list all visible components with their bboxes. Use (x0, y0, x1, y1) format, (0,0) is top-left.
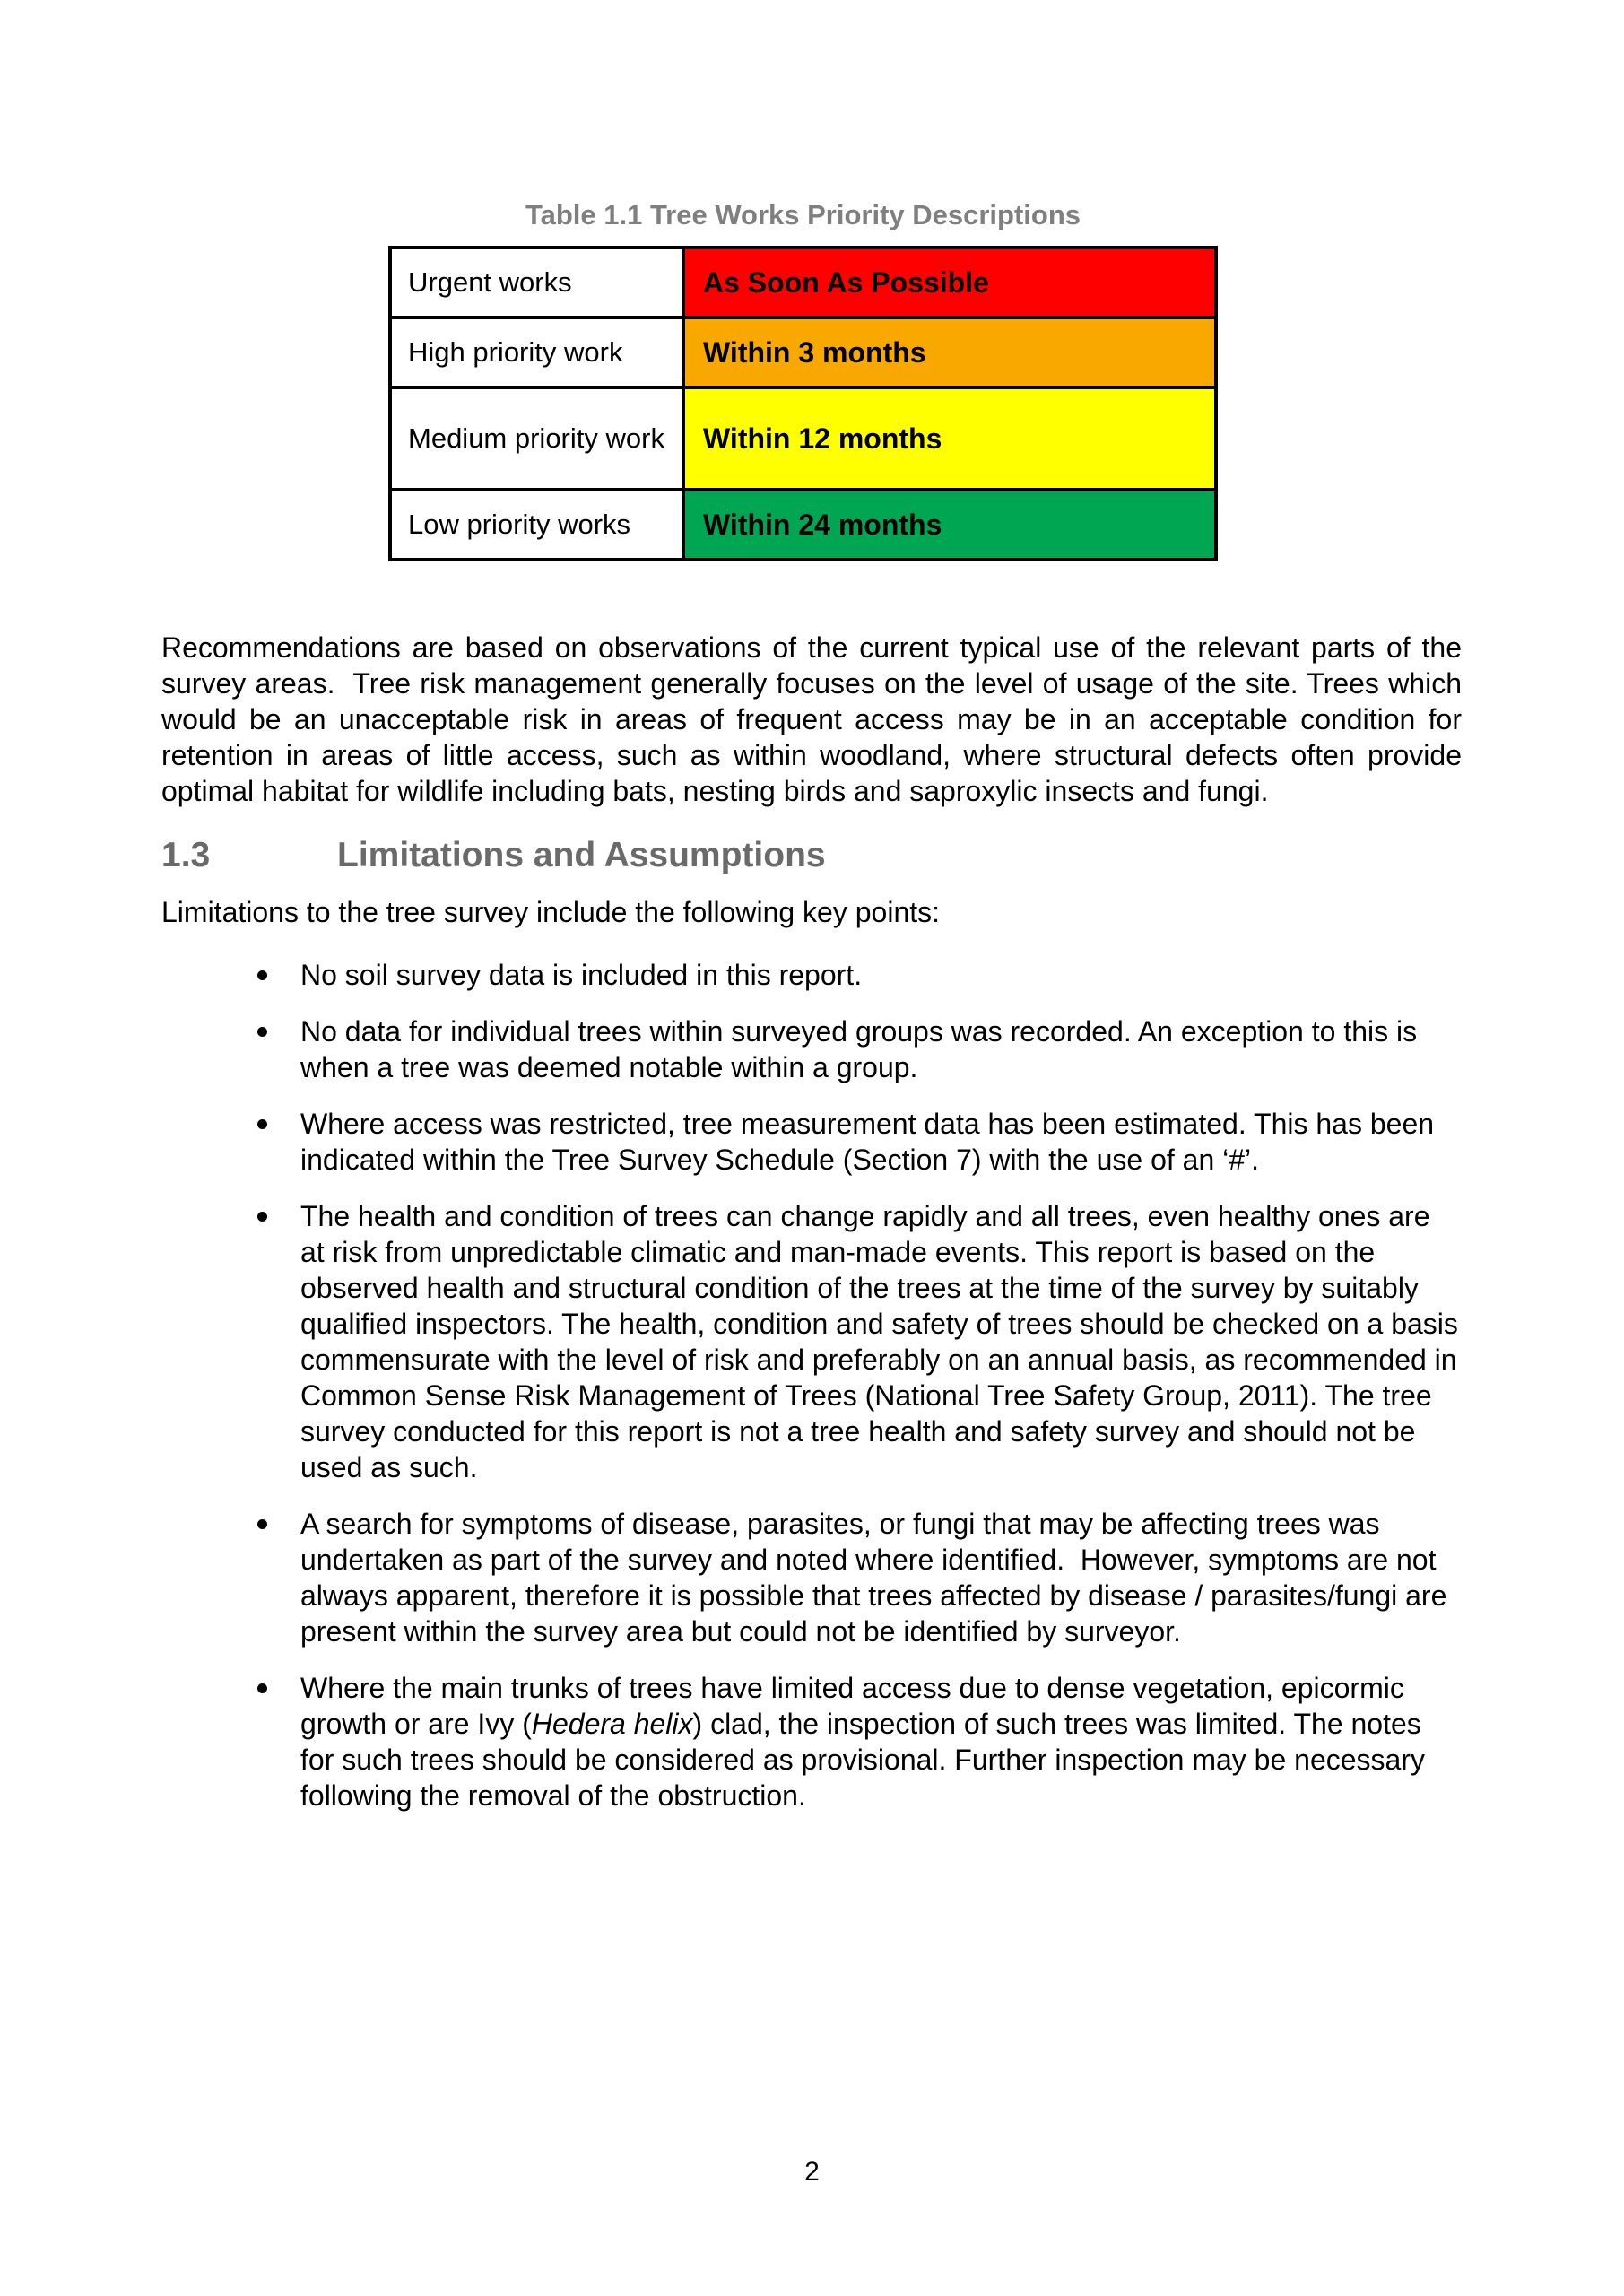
row-value: Within 12 months (683, 387, 1216, 490)
section-heading (161, 834, 1462, 877)
bullet-item (161, 1506, 1462, 1649)
table-row (390, 490, 1216, 560)
bullet-text: A search for symptoms of disease, parasites, or fungi that may be affecting trees was undertaken as part of the survey and noted where identified. However, symptoms are not always apparent, therefore it is possible that trees affected by disease / parasites/fungi are present within the survey area but could not be identified by surveyor. (300, 1508, 1455, 1648)
bullet-text: Where access was restricted, tree measurement data has been estimated. This has been indicated within the Tree Survey Schedule (Section 7) with the use of an ‘#’. (300, 1108, 1442, 1176)
bullet-text: The health and condition of trees can change rapidly and all trees, even healthy ones are at risk from unpredictable climatic and man-made events. This report is based on the observed health and structural condition of the trees at the time of the survey by suitably qualified inspectors. The health, condition and safety of trees should be checked on a basis commensurate with the level of risk and preferably on an annual basis, as recommended in Common Sense Risk Management of Trees (National Tree Safety Group, 2011). The tree survey conducted for this report is not a tree health and safety survey and should not be used as such. (300, 1200, 1466, 1483)
row-value: Within 24 months (683, 490, 1216, 560)
priority-table (388, 246, 1218, 561)
limitations-list (161, 957, 1466, 1813)
intro-text: Limitations to the tree survey include the following key points: (161, 896, 941, 928)
bullet-icon (257, 1027, 267, 1037)
row-value: Within 3 months (683, 317, 1216, 387)
bullet-icon (257, 970, 267, 980)
bullet-icon (257, 1683, 267, 1693)
bullet-item (161, 1013, 1462, 1085)
bullet-item (161, 1670, 1462, 1813)
page-content (161, 0, 1470, 1834)
table-caption: Table 1.1 Tree Works Priority Descriptions (525, 199, 1081, 230)
bullet-text: No soil survey data is included in this report. (300, 959, 863, 991)
bullet-item (161, 1106, 1462, 1178)
bullet-text-pre: Where the main trunks of trees have limited access due to dense vegetation, epicormic growth or are Ivy ( (300, 1672, 1412, 1740)
row-label: Urgent works (390, 248, 683, 317)
row-label: High priority work (390, 317, 683, 387)
row-value: As Soon As Possible (683, 248, 1216, 317)
bullet-icon (257, 1519, 267, 1529)
recommendations-paragraph: Recommendations are based on observations of the current typical use of the relevant parts of the survey areas. Tree risk management generally focuses on the level of usage of the site. Trees which would be an unacceptable risk in areas of frequent access may be in an acceptable condition for retention in areas of little access, such as within woodland, where structural defects often provide optimal habitat for wildlife including bats, nesting birds and saproxylic insects and fungi. (161, 631, 1470, 807)
page-number: 2 (804, 2157, 820, 2187)
row-label: Medium priority work (390, 387, 683, 490)
table-row (390, 387, 1216, 490)
section-number: 1.3 (161, 836, 211, 874)
bullet-icon (257, 1212, 267, 1222)
bullet-icon (257, 1119, 267, 1129)
bullet-text: No data for individual trees within surveyed groups was recorded. An exception to this is when a tree was deemed notable within a group. (300, 1015, 1425, 1083)
table-row (390, 248, 1216, 317)
species-name-italic: Hedera helix (531, 1708, 693, 1740)
table-row (390, 317, 1216, 387)
row-label: Low priority works (390, 490, 683, 560)
priority-table-section (388, 199, 1218, 561)
bullet-item (161, 957, 1462, 993)
bullet-text (300, 1672, 1433, 1812)
bullet-text-post: ) clad, the inspection of such trees was limited. The notes for such trees should be considered as provisional. Further inspection may be necessary following the removal of the obstruction. (300, 1708, 1433, 1812)
section-title: Limitations and Assumptions (337, 836, 826, 874)
bullet-item (161, 1198, 1466, 1485)
